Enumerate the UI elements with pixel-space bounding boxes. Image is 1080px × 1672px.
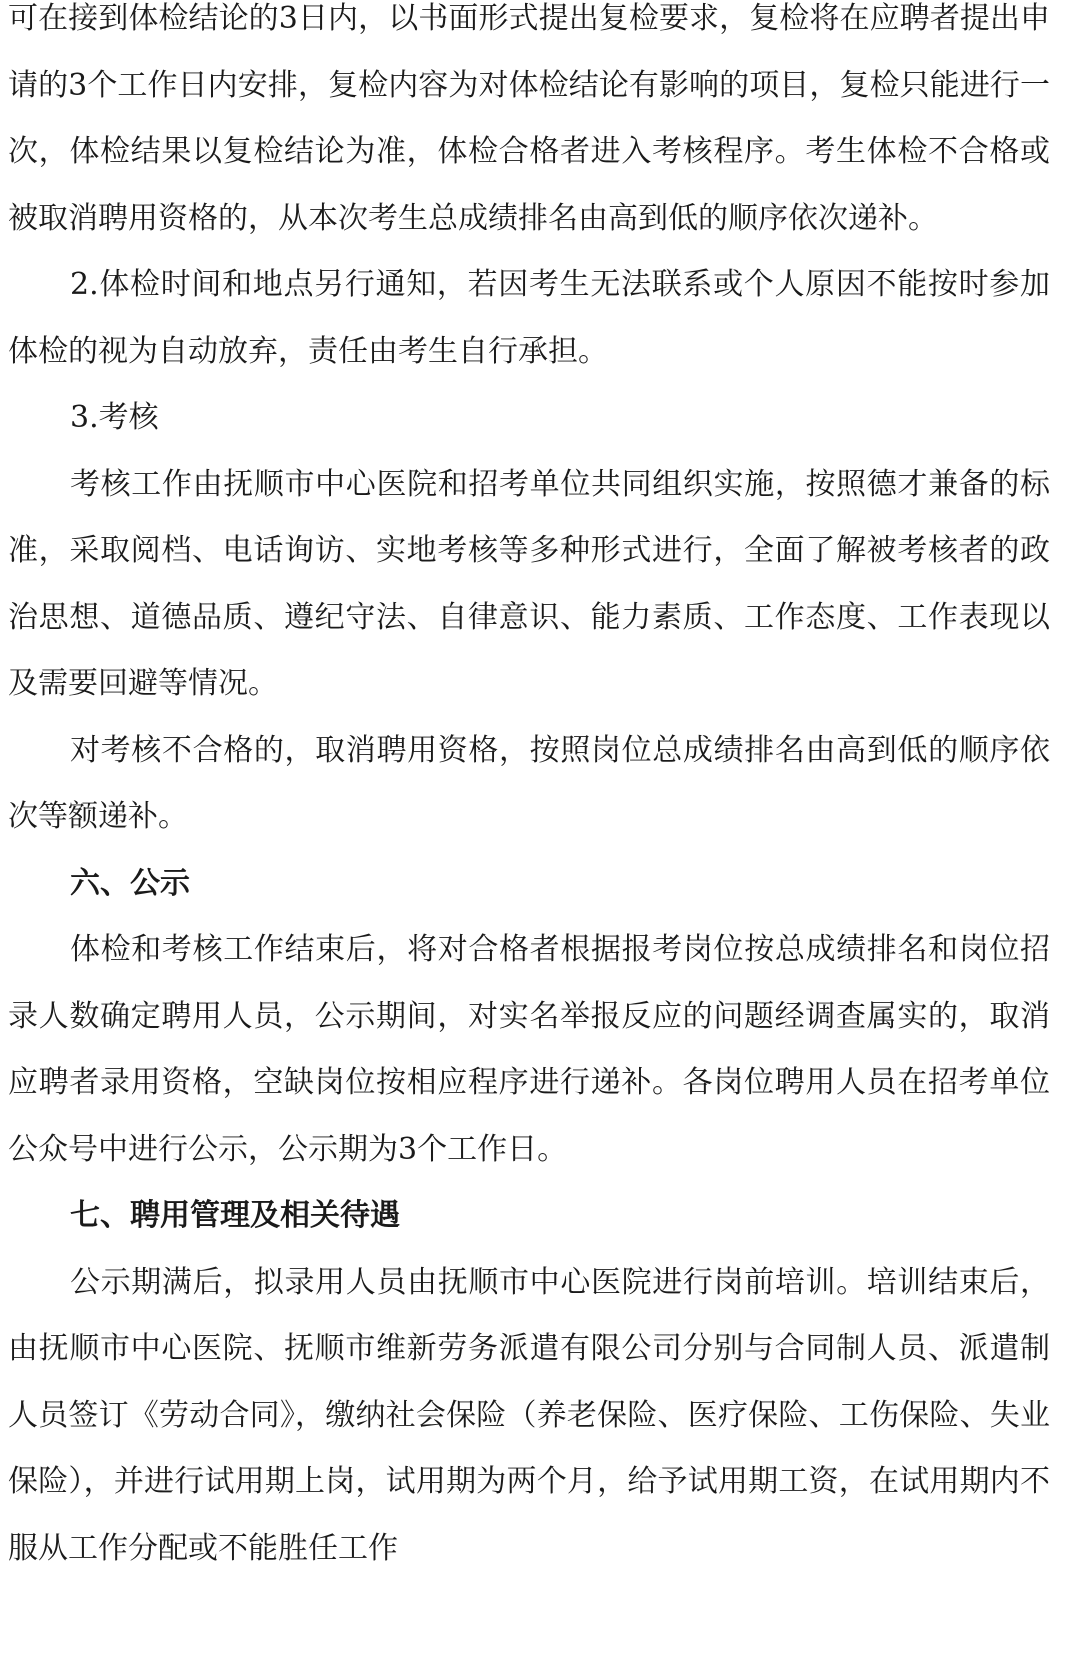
paragraph-continued-recheck: 可在接到体检结论的3日内，以书面形式提出复检要求，复检将在应聘者提出申请的3个工作日内安排，复检内容为对体检结论有影响的项目，复检只能进行一次，体检结果以复检结论为准，体检合格者进入考核程序。考生体检不合格或被取消聘用资格的，从本次考生总成绩排名由高到低的顺序依次递补。 — [8, 1, 1050, 236]
paragraph-assessment-fail: 对考核不合格的，取消聘用资格，按照岗位总成绩排名由高到低的顺序依次等额递补。 — [8, 732, 1050, 834]
paragraph-assessment-work: 考核工作由抚顺市中心医院和招考单位共同组织实施，按照德才兼备的标准，采取阅档、电话询访、实地考核等多种形式进行，全面了解被考核者的政治思想、道德品质、遵纪守法、自律意识、能力素质、工作态度、工作表现以及需要回避等情况。 — [8, 466, 1050, 701]
section-heading-publicity: 六、公示 — [70, 865, 190, 901]
paragraph-publicity: 体检和考核工作结束后，将对合格者根据报考岗位按总成绩排名和岗位招录人数确定聘用人员，公示期间，对实名举报反应的问题经调查属实的，取消应聘者录用资格，空缺岗位按相应程序进行递补。各岗位聘用人员在招考单位公众号中进行公示，公示期为3个工作日。 — [8, 932, 1050, 1167]
paragraph-employment: 公示期满后，拟录用人员由抚顺市中心医院进行岗前培训。培训结束后，由抚顺市中心医院、抚顺市维新劳务派遣有限公司分别与合同制人员、派遣制人员签订《劳动合同》，缴纳社会保险（养老保险、医疗保险、工伤保险、失业保险），并进行试用期上岗，试用期为两个月，给予试用期工资，在试用期内不服从工作分配或不能胜任工作 — [8, 1264, 1050, 1566]
subheading-assessment: 3.考核 — [70, 400, 159, 435]
section-heading-employment: 七、聘用管理及相关待遇 — [70, 1198, 400, 1233]
paragraph-exam-time-location: 2.体检时间和地点另行通知，若因考生无法联系或个人原因不能按时参加体检的视为自动放弃，责任由考生自行承担。 — [8, 267, 1050, 369]
